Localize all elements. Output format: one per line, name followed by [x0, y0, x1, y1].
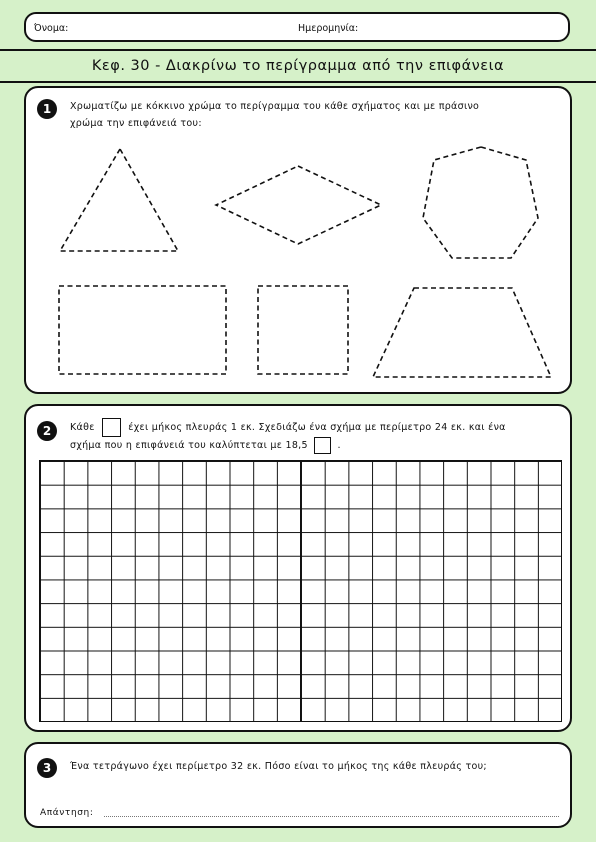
triangle-shape[interactable]: [60, 149, 178, 251]
name-label: Όνομα:: [34, 23, 69, 34]
unit-square-icon: [102, 418, 121, 437]
trapezoid-shape[interactable]: [373, 288, 551, 377]
drawing-grid-left[interactable]: [39, 460, 301, 722]
exercise-2-text-line1: [70, 418, 565, 437]
exercise-2-text-part1: Κάθε: [70, 422, 95, 433]
drawing-grid-right[interactable]: [300, 460, 562, 722]
exercise-2-text-line2: [70, 437, 565, 454]
heptagon-shape[interactable]: [423, 147, 538, 258]
exercise-1-text-line1: Χρωματίζω με κόκκινο χρώμα το περίγραμμα του κάθε σχήματος και με πράσινο: [70, 101, 480, 112]
exercise-3-number: 3: [37, 758, 57, 778]
header-box: [24, 12, 570, 42]
exercise-3-box: [24, 742, 572, 828]
exercise-1-text-line2: χρώμα την επιφάνειά του:: [70, 118, 202, 129]
answer-line[interactable]: [104, 816, 559, 817]
page-title: Κεφ. 30 - Διακρίνω το περίγραμμα από την επιφάνεια: [0, 49, 596, 83]
exercise-1-number: 1: [37, 99, 57, 119]
square-shape[interactable]: [258, 286, 348, 374]
exercise-2-text: [70, 418, 565, 454]
exercise-2-text-part3: σχήμα που η επιφάνειά του καλύπτεται με 18,5: [70, 440, 308, 451]
rectangle-shape[interactable]: [59, 286, 226, 374]
exercise-2-text-part4: .: [337, 440, 341, 451]
answer-label: Απάντηση:: [40, 808, 94, 818]
exercise-1-box: [24, 86, 572, 394]
exercise-3-text: Ένα τετράγωνο έχει περίμετρο 32 εκ. Πόσο είναι το μήκος της κάθε πλευράς του;: [70, 761, 487, 772]
date-label: Ημερομηνία:: [298, 23, 359, 34]
unit-square-icon: [314, 437, 331, 454]
exercise-2-box: [24, 404, 572, 732]
rhombus-shape[interactable]: [216, 166, 381, 244]
exercise-2-number: 2: [37, 421, 57, 441]
exercise-2-text-part2: έχει μήκος πλευράς 1 εκ. Σχεδιάζω ένα σχήμα με περίμετρο 24 εκ. και ένα: [128, 422, 506, 433]
shapes-area: [26, 88, 570, 392]
